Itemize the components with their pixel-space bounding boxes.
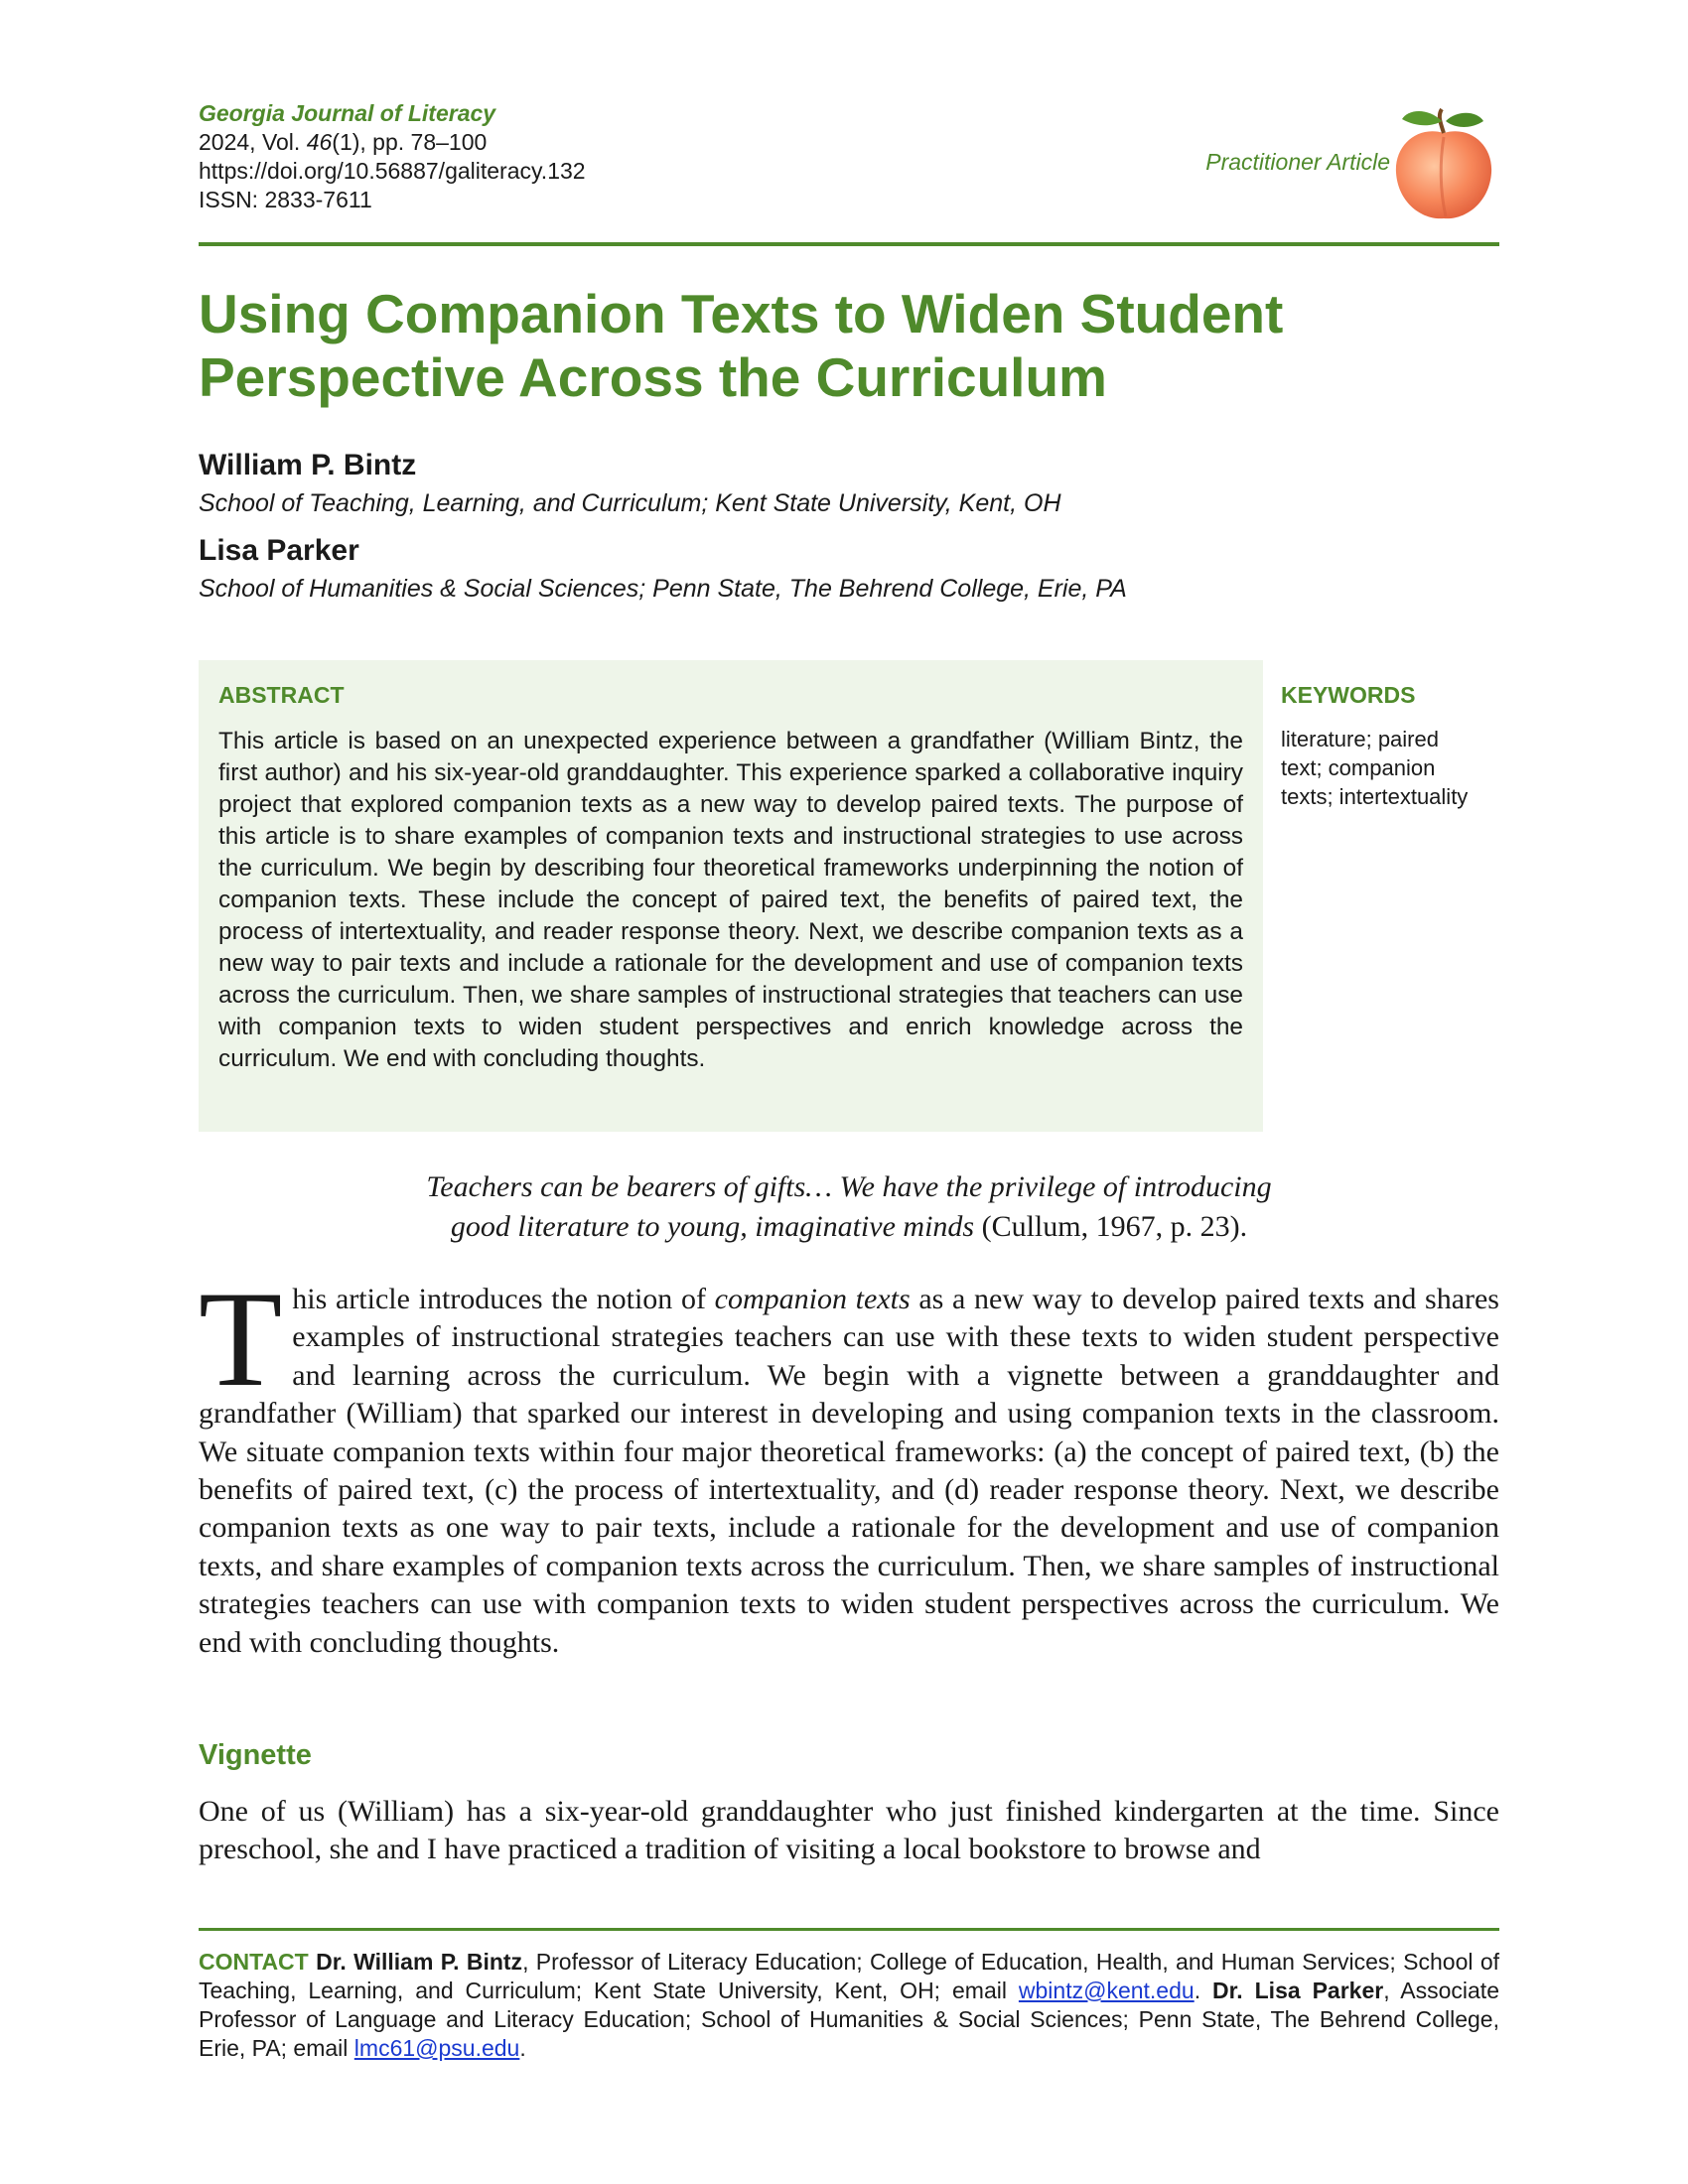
journal-issue: 2024, Vol. 46(1), pp. 78–100	[199, 129, 488, 155]
footer-rule	[199, 1928, 1499, 1931]
abstract-heading: ABSTRACT	[218, 682, 345, 708]
journal-doi: https://doi.org/10.56887/galiteracy.132	[199, 158, 586, 184]
epigraph-citation: (Cullum, 1967, p. 23).	[974, 1210, 1248, 1243]
article-type: Practitioner Article	[1205, 149, 1390, 175]
article-title: Using Companion Texts to Widen Student Perspective Across the Curriculum	[199, 283, 1284, 408]
epigraph	[199, 1167, 1499, 1247]
keywords-heading: KEYWORDS	[1281, 682, 1416, 708]
journal-name: Georgia Journal of Literacy	[199, 100, 496, 126]
email-link[interactable]: wbintz@kent.edu	[1018, 1978, 1195, 2003]
paper-page	[199, 0, 1499, 2184]
section-heading-vignette: Vignette	[199, 1739, 312, 1771]
abstract-text: This article is based on an unexpected experience between a grandfather (William Bintz, the first author) and his six-year-old granddaughter. This experience sparked a collaborative inquiry project that explored companion texts as a new way to develop paired texts. The purpose of this article is to share examples of companion texts and instructional strategies to use across the curriculum. We begin by describing four theoretical frameworks underpinning the notion of companion texts. These include the concept of paired text, the benefits of paired text, the process of intertextuality, and reader response theory. Next, we describe companion texts as a new way to pair texts and include a rationale for the development and use of companion texts across the curriculum. Then, we share samples of instructional strategies that teachers can use with companion texts to widen student perspectives and enrich knowledge across the curriculum. We end with concluding thoughts.	[218, 728, 1243, 1072]
abstract-box	[199, 660, 1263, 1132]
journal-volume: 46	[306, 129, 333, 155]
epigraph-line1: Teachers can be bearers of gifts… We have the privilege of introducing	[426, 1170, 1272, 1203]
drop-cap: T	[199, 1263, 283, 1415]
author-name: Lisa Parker	[199, 534, 359, 567]
vignette-paragraph: One of us (William) has a six-year-old granddaughter who just finished kindergarten at the time. Since preschool, she and I have practiced a tradition of visiting a local bookstore to browse and	[199, 1795, 1499, 1866]
author-affiliation: School of Teaching, Learning, and Curriculum; Kent State University, Kent, OH	[199, 489, 1061, 517]
intro-paragraph: This article introduces the notion of companion texts as a new way to develop paired texts and shares examples of instructional strategies teachers can use with these texts to widen student perspective and learning across the curriculum. We begin with a vignette between a granddaughter and grandfather (William) that sparked our interest in developing and using companion texts in the classroom. We situate companion texts within four major theoretical frameworks: (a) the concept of paired text, (b) the benefits of paired text, (c) the process of intertextuality, and (d) reader response theory. Next, we describe companion texts as one way to pair texts, include a rationale for the development and use of companion texts, and share examples of companion texts across the curriculum. Then, we share samples of instructional strategies teachers can use with companion texts to widen student perspectives across the curriculum. We end with concluding thoughts.	[199, 1263, 1499, 1659]
header-rule	[199, 242, 1499, 246]
email-link[interactable]: lmc61@psu.edu	[353, 2035, 520, 2061]
author-affiliation: School of Humanities & Social Sciences; Penn State, The Behrend College, Erie, PA	[199, 575, 1127, 603]
author-name: William P. Bintz	[199, 449, 417, 481]
journal-info	[199, 99, 993, 214]
peach-icon	[1388, 107, 1499, 224]
contact-label: CONTACT	[199, 1949, 309, 1975]
journal-issn: ISSN: 2833-7611	[199, 187, 372, 212]
epigraph-line2: good literature to young, imaginative minds	[450, 1210, 975, 1243]
intro-emphasis: companion texts	[714, 1283, 911, 1315]
keywords-text: literature; paired text; companion texts; intertextuality	[1281, 727, 1469, 809]
contact-info: CONTACT Dr. William P. Bintz, Professor of Literacy Education; College of Education, Health, and Human Services; School of Teaching, Learning, and Curriculum; Kent State University, Kent, OH; email wbintz@kent.edu. Dr. Lisa Parker, Associate Professor of Language and Literacy Education; School of Humanities & Social Sciences; Penn State, The Behrend College, Erie, PA; email lmc61@psu.edu.	[199, 1949, 1500, 2061]
